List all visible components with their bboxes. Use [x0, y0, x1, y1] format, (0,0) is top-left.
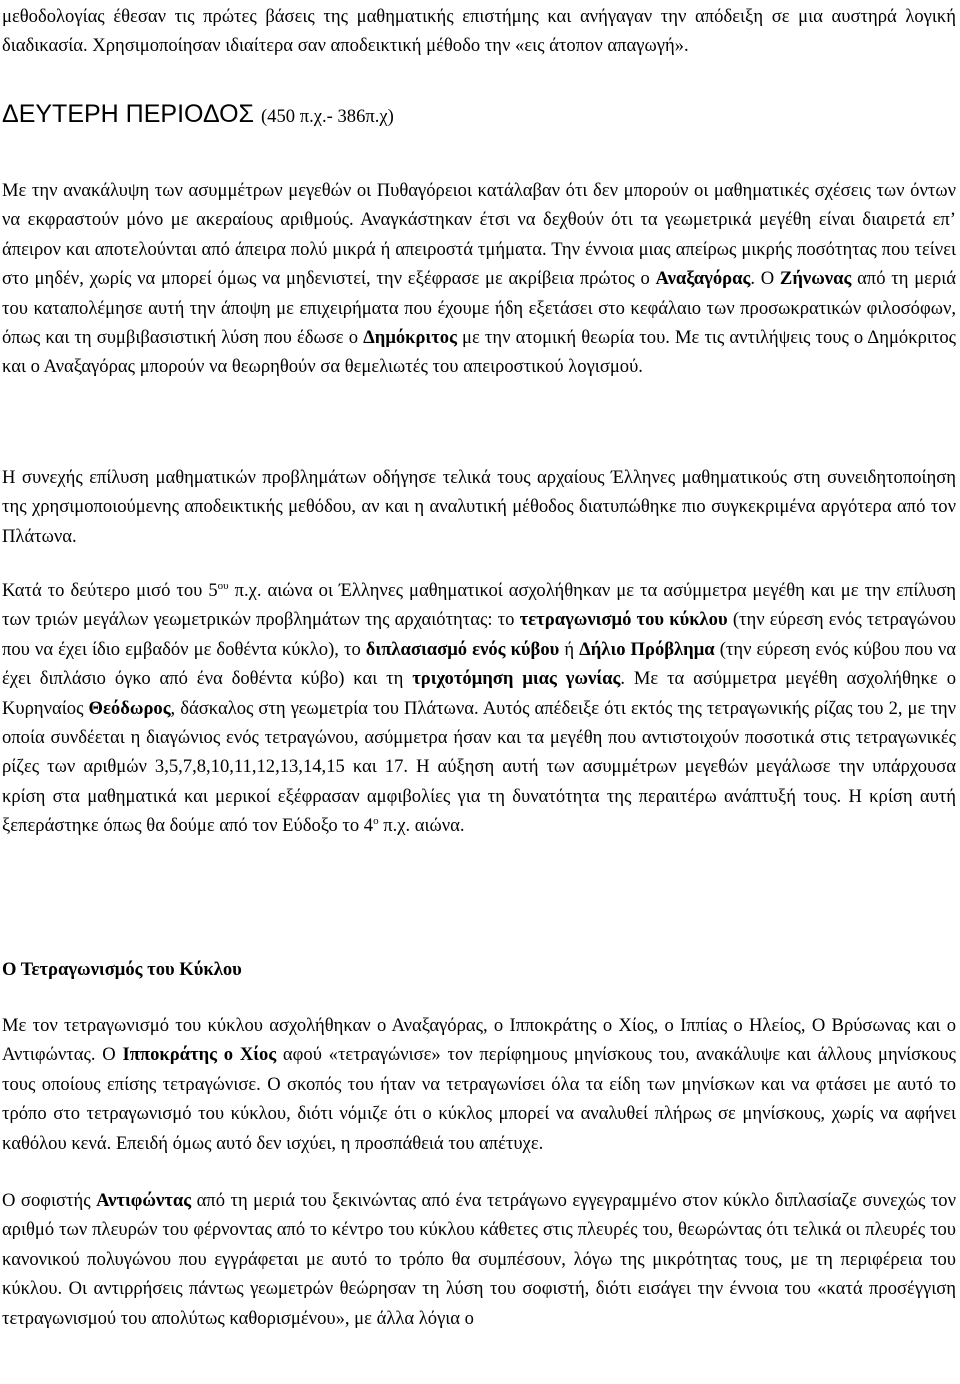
period-heading	[2, 99, 394, 132]
text-run: Με την ανακάλυψη των ασυμμέτρων μεγεθών οι Πυθαγόρειοι κατάλαβαν ότι δεν μπορούν οι μαθηματικές σχέσεις των όντων να εκφραστούν μόνο με ακεραίους αριθμούς. Αναγκάστηκαν έτσι να δεχθούν ότι τα γεωμετρικά μεγέθη είναι διαιρετά επ’ άπειρον και αποτελούνται από άπειρα πολύ μικρά ή απειροστά τμήματα. Την έννοια μιας απείρως μικρής ποσότητας που τείνει στο μηδέν, χωρίς να μπορεί όμως να μηδενιστεί, την εξέφρασε με ακρίβεια πρώτος ο	[2, 180, 956, 290]
paragraph-antiphon	[2, 1186, 956, 1333]
paragraph-proof-method: Η συνεχής επίλυση μαθηματικών προβλημάτων οδήγησε τελικά τους αρχαίους Έλληνες μαθηματικούς στη συνειδητοποίηση της χρησιμοποιούμενης αποδεικτικής μεθόδου, αν και η αναλυτική μέθοδος διατυπώθηκε πιο συγκεκριμένα αργότερα από τον Πλάτωνα.	[2, 467, 956, 547]
superscript: ο	[373, 815, 379, 828]
name-antiphon: Αντιφώντας	[96, 1190, 192, 1211]
text-run: με την ατομική θεωρία του. Με τις αντιλήψεις τους ο Δημόκριτος και ο Αναξαγόρας μπορούν να θεωρηθούν σα θεμελιωτές του απειροστικού λογισμού.	[2, 327, 957, 378]
paragraph-hippocrates	[2, 1011, 956, 1158]
text-run: π.χ. αιώνα οι Έλληνες μαθηματικοί ασχολήθηκαν με τα ασύμμετρα μεγέθη και με την επίλυση των τριών μεγάλων γεωμετρικών προβλημάτων της αρχαιότητας: το	[2, 580, 957, 631]
term-angle-trisection: τριχοτόμηση μιας γωνίας	[412, 668, 621, 690]
section-title: Ο Τετραγωνισμός του Κύκλου	[2, 959, 242, 980]
name-theodorus: Θεόδωρος	[88, 697, 171, 719]
paragraph-three-problems	[2, 576, 956, 841]
name-zeno: Ζήνωνας	[779, 268, 852, 290]
name-anaxagoras: Αναξαγόρας	[655, 268, 751, 290]
text-run: (την εύρεση ενός κύβου που να έχει διπλάσιο όγκο από ένα δοθέντα κύβο) και τη	[2, 638, 956, 690]
text-run: (την εύρεση ενός τετραγώνου που να έχει ίδιο εμβαδόν με δοθέντα κύκλο), το	[2, 609, 957, 660]
term-doubling-cube: διπλασιασμό ενός κύβου	[365, 638, 560, 660]
text-run: , δάσκαλος στη γεωμετρία του Πλάτωνα. Αυτός απέδειξε ότι εκτός της τετραγωνικής ρίζας του 2, με την οποία συνδέεται η διαγώνιος ενός τετραγώνου, ασύμμετρα ήσαν και τα μεγέθη που αντιστοιχούν ποσοτικά στις τετραγωνικές ρίζες των αριθμών 3,5,7,8,10,11,12,13,14,15 και 17. Η αύξηση αυτή των ασυμμέτρων μεγεθών μεγάλωσε την υπάρχουσα κρίση στα μαθηματικά και μερικοί εξέφρασαν αμφιβολίες για τη δυνατότητα της περαιτέρω ανάπτυξή τους. Η κρίση αυτή ξεπεράστηκε όπως θα δούμε από τον Εύδοξο το 4	[2, 697, 956, 837]
paragraph-asymmetric-magnitudes	[2, 176, 956, 382]
text-run: από τη μεριά του καταπολέμησε αυτή την άποψη με επιχειρήματα που έχουμε ήδη εξετάσει στο κεφάλαιο των προσωκρατικών φιλοσόφων, όπως και τη συμβιβασιστική λύση που έδωσε ο	[2, 268, 956, 349]
superscript: ου	[217, 580, 229, 592]
text-run: Κατά το δεύτερο μισό του 5	[2, 580, 218, 601]
text-run: από τη μεριά του ξεκινώντας από ένα τετράγωνο εγγεγραμμένο στον κύκλο διπλασίαζε συνεχώς τον αριθμό των πλευρών του φέρνοντας από το κέντρο του κύκλου κάθετες στις πλευρές του, θεωρώντας ότι τελικά οι πλευρές του κανονικού πολυγώνου που εγγράφεται με αυτό το τρόπο θα συμπέσουν, λόγω της μικρότητας τους, με τη περιφέρεια του κύκλου. Οι αντιρρήσεις πάντως γεωμετρών θεώρησαν τη λύση του σοφιστή, διότι εισάγει την έννοια του «κατά προσέγγιση τετραγωνισμού του απολύτως καθορισμένου», με άλλα λόγια ο	[2, 1190, 956, 1329]
name-democritus: Δημόκριτος	[363, 327, 457, 349]
text-run: . Ο	[750, 268, 780, 290]
text-run: Ο σοφιστής	[2, 1190, 97, 1211]
period-title: ΔΕΥΤΕΡΗ ΠΕΡΙΟΔΟΣ	[2, 100, 255, 128]
intro-paragraph: μεθοδολογίας έθεσαν τις πρώτες βάσεις της μαθηματικής επιστήμης και ανήγαγαν την απόδειξη σε μια αυστηρά λογική διαδικασία. Χρησιμοποίησαν ιδιαίτερα σαν αποδεικτική μέθοδο την «εις άτοπον απαγωγή».	[2, 6, 956, 57]
text-run: Με τον τετραγωνισμό του κύκλου ασχολήθηκαν ο Αναξαγόρας, ο Ιπποκράτης ο Χίος, ο Ιππίας ο Ηλείος, Ο Βρύσωνας και ο Αντιφώντας. Ο	[2, 1015, 956, 1066]
name-hippocrates-of-chios: Ιπποκράτης ο Χίος	[122, 1044, 277, 1066]
text-run: ή	[559, 638, 580, 660]
text-run: αφού «τετραγώνισε» τον περίφημους μηνίσκους του, ανακάλυψε και άλλους μηνίσκους τους οποίους επίσης τετραγώνισε. Ο σκοπός του ήταν να τετραγωνίσει όλα τα είδη των μηνίσκων και να φτάσει με αυτό το τρόπο στο τετραγωνισμό του κύκλου, διότι νόμιζε ότι ο κύκλος μπορεί να αναλυθεί πλήρως σε μηνίσκους, χωρίς να αφήνει καθόλου κενά. Επειδή όμως αυτό δεν ισχύει, η προσπάθειά του απέτυχε.	[2, 1044, 956, 1154]
term-delian-problem: Δήλιο Πρόβλημα	[579, 638, 715, 660]
text-run: π.χ. αιώνα.	[378, 815, 465, 837]
period-dates: (450 π.χ.- 386π.χ)	[260, 106, 394, 127]
term-squaring-circle: τετραγωνισμό του κύκλου	[519, 609, 728, 631]
text-run: . Με τα ασύμμετρα μεγέθη ασχολήθηκε ο Κυρηναίος	[2, 668, 956, 719]
